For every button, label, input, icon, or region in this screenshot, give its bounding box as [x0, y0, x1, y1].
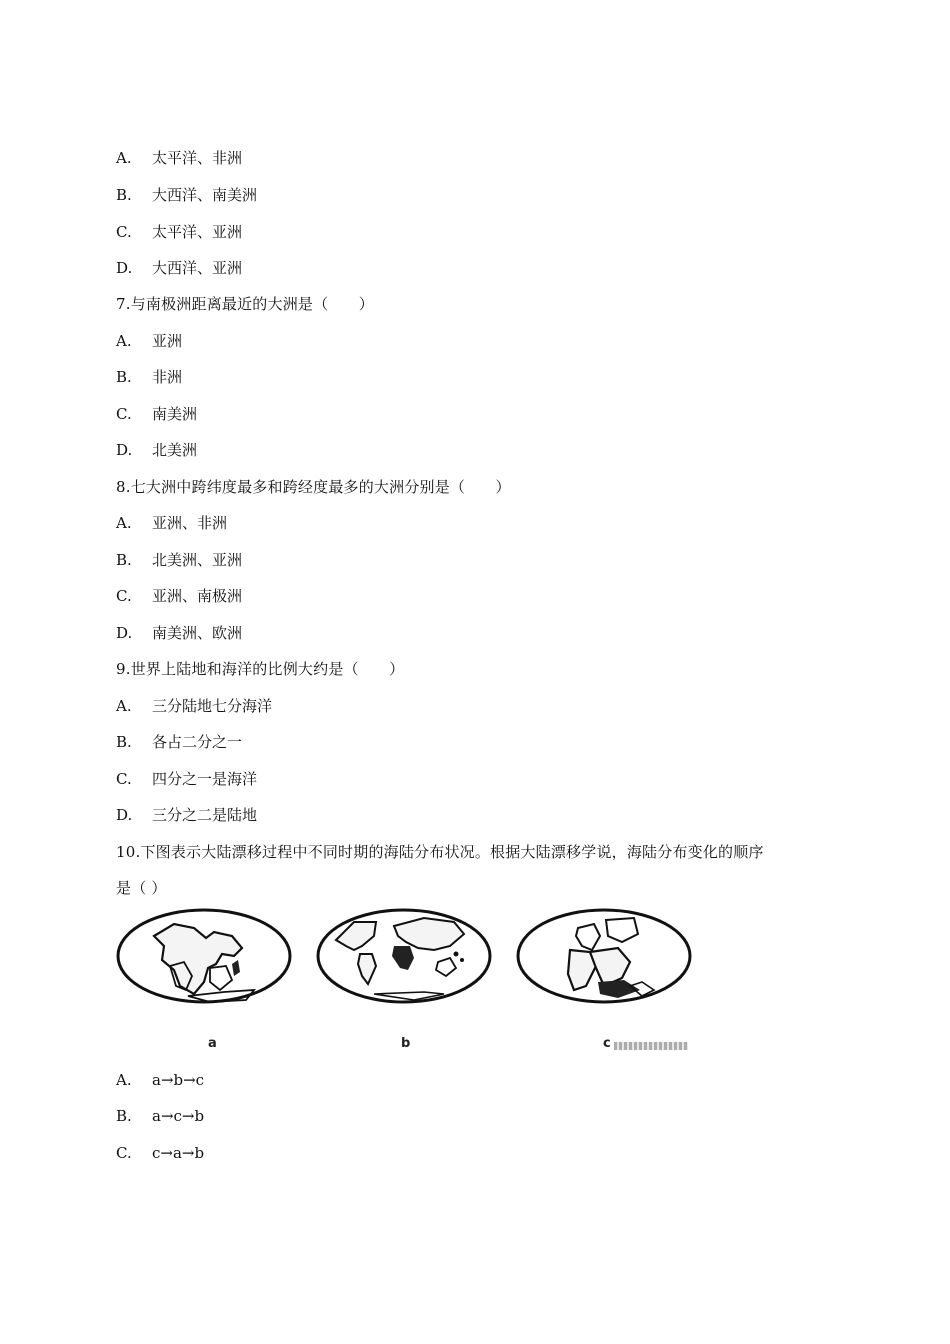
q7-stem: 7.与南极洲距离最近的大洲是（ ）: [116, 295, 374, 313]
option-letter: A.: [116, 332, 132, 350]
q8-option-a[interactable]: [116, 513, 227, 533]
option-letter: B.: [116, 733, 132, 751]
option-text: 南美洲: [152, 405, 198, 423]
option-text: 四分之一是海洋: [152, 770, 258, 788]
q9-option-d[interactable]: [116, 805, 257, 825]
q10-option-c[interactable]: [116, 1143, 204, 1163]
option-text: 亚洲、非洲: [152, 514, 228, 532]
q6-option-b[interactable]: [116, 185, 257, 205]
option-text: 南美洲、欧洲: [152, 624, 243, 642]
q9-option-b[interactable]: [116, 732, 242, 752]
option-letter: D.: [116, 624, 133, 642]
option-text: 太平洋、非洲: [152, 149, 243, 167]
option-text: c→a→b: [152, 1144, 205, 1162]
q7-option-a[interactable]: [116, 331, 182, 351]
option-text: 亚洲、南极洲: [152, 587, 243, 605]
watermark-smudge: [614, 1042, 688, 1050]
option-letter: C.: [116, 770, 132, 788]
q7-option-c[interactable]: [116, 404, 197, 424]
option-letter: A.: [116, 1071, 132, 1089]
option-letter: D.: [116, 441, 133, 459]
option-letter: C.: [116, 223, 132, 241]
q6-option-a[interactable]: [116, 148, 242, 168]
map-b-image: [314, 906, 494, 1006]
q6-option-c[interactable]: [116, 222, 242, 242]
figure-label-b: b: [401, 1036, 411, 1051]
q10-stem-line1: 10.下图表示大陆漂移过程中不同时期的海陆分布状况。根据大陆漂移学说，海陆分布变化的顺序: [116, 843, 764, 861]
map-c-image: [514, 906, 694, 1006]
option-text: 三分陆地七分海洋: [152, 697, 273, 715]
q7-option-d[interactable]: [116, 440, 197, 460]
q8-option-b[interactable]: [116, 550, 242, 570]
figure-label-c: c: [603, 1036, 611, 1051]
option-letter: A.: [116, 514, 132, 532]
option-letter: B.: [116, 551, 132, 569]
q8-option-c[interactable]: [116, 586, 242, 606]
option-text: 太平洋、亚洲: [152, 223, 243, 241]
option-letter: C.: [116, 1144, 132, 1162]
option-text: 三分之二是陆地: [152, 806, 258, 824]
option-text: 亚洲: [152, 332, 183, 350]
q8-option-d[interactable]: [116, 623, 242, 643]
q6-option-d[interactable]: [116, 258, 242, 278]
q8-stem: 8.七大洲中跨纬度最多和跨经度最多的大洲分别是（ ）: [116, 478, 511, 496]
option-text: 各占二分之一: [152, 733, 243, 751]
option-text: 大西洋、南美洲: [152, 186, 258, 204]
option-text: a→b→c: [152, 1071, 205, 1089]
option-letter: B.: [116, 368, 132, 386]
option-text: 大西洋、亚洲: [152, 259, 243, 277]
q7-option-b[interactable]: [116, 367, 182, 387]
q10-option-a[interactable]: [116, 1070, 204, 1090]
figure-label-a: a: [208, 1036, 217, 1051]
q10-stem-line2: 是（ ）: [116, 879, 167, 897]
option-text: a→c→b: [152, 1107, 205, 1125]
option-text: 北美洲: [152, 441, 198, 459]
option-letter: B.: [116, 186, 132, 204]
q9-stem: 9.世界上陆地和海洋的比例大约是（ ）: [116, 660, 405, 678]
option-text: 北美洲、亚洲: [152, 551, 243, 569]
option-letter: D.: [116, 806, 133, 824]
q9-option-c[interactable]: [116, 769, 257, 789]
option-text: 非洲: [152, 368, 183, 386]
map-a-image: [114, 906, 294, 1006]
continental-drift-figures: [114, 906, 704, 1056]
option-letter: C.: [116, 405, 132, 423]
option-letter: A.: [116, 697, 132, 715]
q10-option-b[interactable]: [116, 1106, 204, 1126]
option-letter: C.: [116, 587, 132, 605]
q9-option-a[interactable]: [116, 696, 272, 716]
option-letter: D.: [116, 259, 133, 277]
option-letter: A.: [116, 149, 132, 167]
option-letter: B.: [116, 1107, 132, 1125]
